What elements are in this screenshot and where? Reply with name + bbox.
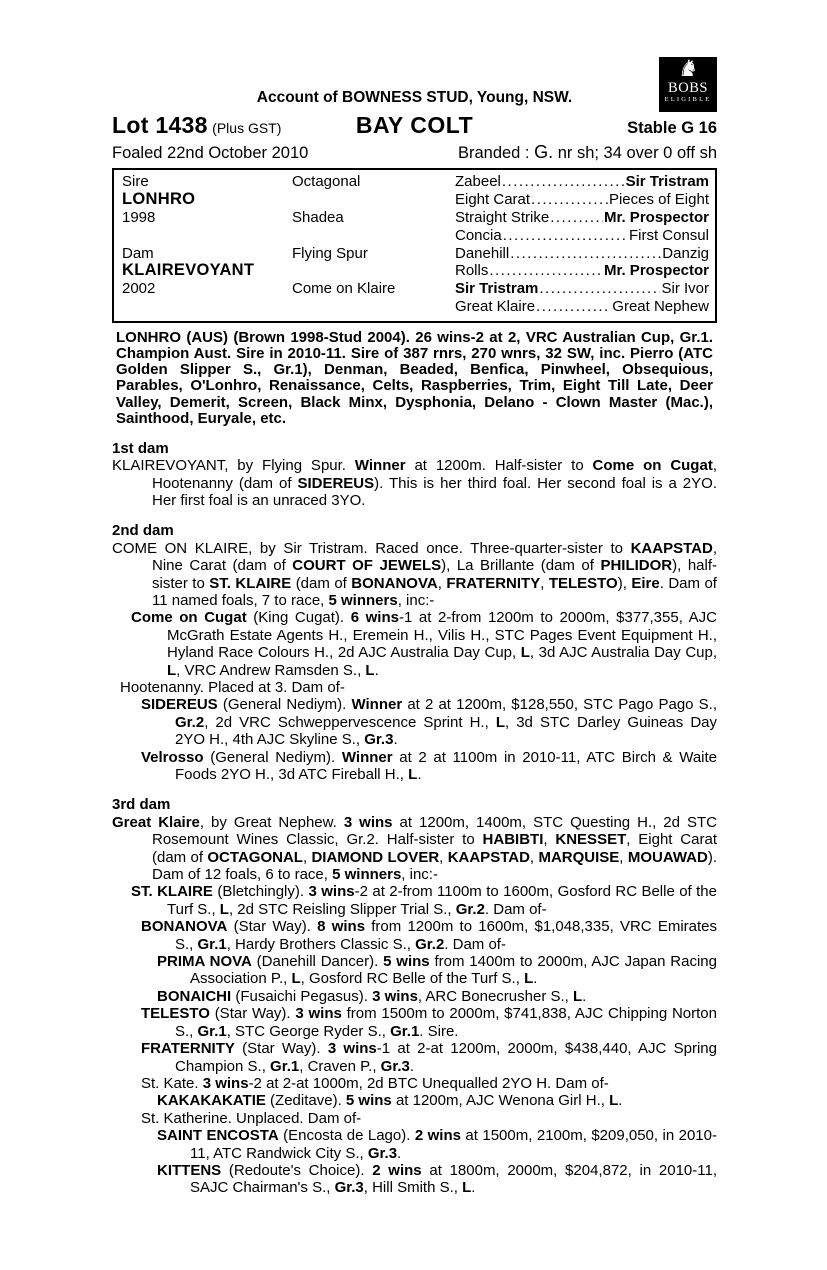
- bobs-eligible-text: ELIGIBLE: [664, 96, 712, 103]
- dam-section: [112, 796, 717, 1196]
- dam-section-heading: 1st dam: [112, 439, 169, 457]
- lot-number-group: [112, 112, 356, 139]
- pedigree-entry: KLAIREVOYANT, by Flying Spur. Winner at 1200m. Half-sister to Come on Cugat, Hootenanny (dam of SIDEREUS). This is her third foal. Her second foal is a 2YO. Her first foal is an unraced 3YO.: [112, 457, 717, 509]
- gen3-row: Danehill ..... Danzig: [455, 245, 709, 263]
- gen3-row: Great Klaire ..... Great Nephew: [455, 298, 709, 316]
- gen3-row: Zabeel ..... Sir Tristram: [455, 173, 709, 191]
- pedigree-entry: BONANOVA (Star Way). 8 wins from 1200m to 1600m, $1,048,335, VRC Emirates S., Gr.1, Hardy Brothers Classic S., Gr.2. Dam of-: [141, 918, 718, 953]
- dot-leader: [489, 262, 603, 280]
- pedigree-entry: St. Kate. 3 wins-2 at 2-at 1000m, 2d BTC Unequalled 2YO H. Dam of-: [141, 1074, 609, 1092]
- dam-label: Dam: [122, 244, 154, 262]
- vendor-account-line: Account of BOWNESS STUD, Young, NSW.: [256, 89, 573, 106]
- pedigree-entry: ST. KLAIRE (Bletchingly). 3 wins-2 at 2-from 1100m to 1600m, Gosford RC Belle of the Turf S., L, 2d STC Reisling Slipper Trial S., Gr.2. Dam of-: [131, 883, 717, 918]
- brand-mark-glyph: G.: [534, 142, 554, 162]
- foaled-date: Foaled 22nd October 2010: [112, 144, 309, 162]
- stable-reference: Stable G 16: [627, 119, 717, 137]
- gen3-row: Eight Carat ..... Pieces of Eight: [455, 191, 709, 209]
- dam-section: [112, 440, 717, 510]
- dot-leader: [503, 227, 628, 245]
- pedigree-table: [112, 168, 717, 323]
- pedigree-entry: COME ON KLAIRE, by Sir Tristram. Raced once. Three-quarter-sister to KAAPSTAD, Nine Carat (dam of COURT OF JEWELS), La Brillante (dam of PHILIDOR), half-sister to ST. KLAIRE (dam of BONANOVA, FRATERNITY, TELESTO), Eire. Dam of 11 named foals, 7 to race, 5 winners, inc:-: [112, 539, 717, 609]
- dot-leader: [536, 298, 611, 316]
- sire-dam: Shadea: [292, 208, 344, 226]
- dot-leader: [539, 280, 660, 298]
- dam-section: [112, 522, 717, 783]
- pedigree-entry: PRIMA NOVA (Danehill Dancer). 5 wins from 1400m to 2000m, AJC Japan Racing Association P., L, Gosford RC Belle of the Turf S., L.: [157, 953, 717, 988]
- pedigree-entry: FRATERNITY (Star Way). 3 wins-1 at 2-at 1200m, 2000m, $438,440, AJC Spring Champion S., Gr.1, Craven P., Gr.3.: [141, 1040, 717, 1075]
- dam-name: KLAIREVOYANT: [122, 261, 255, 280]
- lot-row: [112, 112, 717, 139]
- horse-description-title: BAY COLT: [355, 112, 474, 138]
- pedigree-entry: KAKAKAKATIE (Zeditave). 5 wins at 1200m, AJC Wenona Girl H., L.: [157, 1092, 623, 1110]
- pedigree-entry: KITTENS (Redoute's Choice). 2 wins at 1800m, 2000m, $204,872, in 2010-11, SAJC Chairman's S., Gr.3, Hill Smith S., L.: [157, 1161, 717, 1197]
- sire-sire: Octagonal: [292, 173, 361, 190]
- dot-leader: [502, 173, 625, 191]
- lot-number: Lot 1438: [112, 112, 208, 138]
- pedigree-entry: Velrosso (General Nediym). Winner at 2 at 1100m in 2010-11, ATC Birch & Waite Foods 2YO H., 3d ATC Fireball H., L.: [141, 748, 717, 783]
- pedigree-entry: Hootenanny. Placed at 3. Dam of-: [120, 678, 345, 696]
- pedigree-entry: Great Klaire, by Great Nephew. 3 wins at 1200m, 1400m, STC Questing H., 2d STC Rosemount Wines Classic, Gr.2. Half-sister to HABIBTI, KNESSET, Eight Carat (dam of OCTAGONAL, DIAMOND LOVER, KAAPSTAD, MARQUISE, MOUAWAD). Dam of 12 foals, 6 to race, 5 winners, inc:-: [112, 813, 717, 884]
- gen3-row: Concia ..... First Consul: [455, 227, 709, 245]
- dam-sections: [112, 440, 717, 1197]
- pedigree-entry: SAINT ENCOSTA (Encosta de Lago). 2 wins at 1500m, 2100m, $209,050, in 2010-11, ATC Randwick City S., Gr.3.: [157, 1127, 717, 1162]
- sire-name: LONHRO: [122, 189, 196, 208]
- pedigree-entry: TELESTO (Star Way). 3 wins from 1500m to 2000m, $741,838, AJC Chipping Norton S., Gr.1, STC George Ryder S., Gr.1. Sire.: [141, 1005, 717, 1040]
- pedigree-entry: St. Katherine. Unplaced. Dam of-: [141, 1109, 362, 1127]
- gen3-row: Sir Tristram ..... Sir Ivor: [455, 280, 709, 298]
- sire-label: Sire: [122, 173, 149, 190]
- dam-section-heading: 2nd dam: [112, 522, 174, 540]
- bobs-horse-icon: ♞: [677, 55, 699, 81]
- pedigree-entry: Come on Cugat (King Cugat). 6 wins-1 at 2-from 1200m to 2000m, $377,355, AJC McGrath Estate Agents H., Eremein H., Vilis H., STC Pages Event Equipment H., Hyland Race Colours H., 2d AJC Australia Day Cup, L, 3d AJC Australia Day Cup, L, VRC Andrew Ramsden S., L.: [131, 609, 718, 679]
- dot-leader: [510, 245, 661, 263]
- pedigree-entry: SIDEREUS (General Nediym). Winner at 2 at 1200m, $128,550, STC Pago Pago S., Gr.2, 2d VRC Schweppervescence Sprint H., L, 3d STC Darley Guineas Day 2YO H., 4th AJC Skyline S., Gr.3.: [141, 696, 718, 749]
- sire-summary-paragraph: LONHRO (AUS) (Brown 1998-Stud 2004). 26 wins-2 at 2, VRC Australian Cup, Gr.1. Champion Aust. Sire in 2010-11. Sire of 387 rnrs, 270 wnrs, 32 SW, inc. Pierro (ATC Golden Slipper S., Gr.1), Denman, Beaded, Benfica, Pinwheel, Obsequious, Parables, O'Lonhro, Renaissance, Celts, Raspberries, Trim, Eight Till Late, Deer Valley, Demerit, Screen, Black Minx, Dysphonia, Delano - Clown Master (Mac.), Sainthood, Euryale, etc.: [116, 329, 713, 427]
- dot-leader: [550, 209, 603, 227]
- gen3-row: Rolls ..... Mr. Prospector: [455, 262, 709, 280]
- pedigree-entry: BONAICHI (Fusaichi Pegasus). 3 wins, ARC Bonecrusher S., L.: [157, 987, 587, 1005]
- dam-section-heading: 3rd dam: [112, 796, 171, 814]
- bobs-logo-text: BOBS: [668, 80, 708, 96]
- sire-year: 1998: [122, 208, 156, 226]
- gen3-row: Straight Strike ..... Mr. Prospector: [455, 209, 709, 227]
- gst-note: (Plus GST): [212, 120, 282, 136]
- dam-dam: Come on Klaire: [292, 280, 396, 298]
- brand-info: Branded : G. nr sh; 34 over 0 off sh: [457, 142, 717, 162]
- dot-leader: [531, 191, 608, 209]
- dam-year: 2002: [122, 280, 156, 298]
- bobs-eligible-logo: [659, 57, 717, 112]
- foaled-row: [112, 142, 717, 163]
- dam-sire: Flying Spur: [292, 244, 368, 262]
